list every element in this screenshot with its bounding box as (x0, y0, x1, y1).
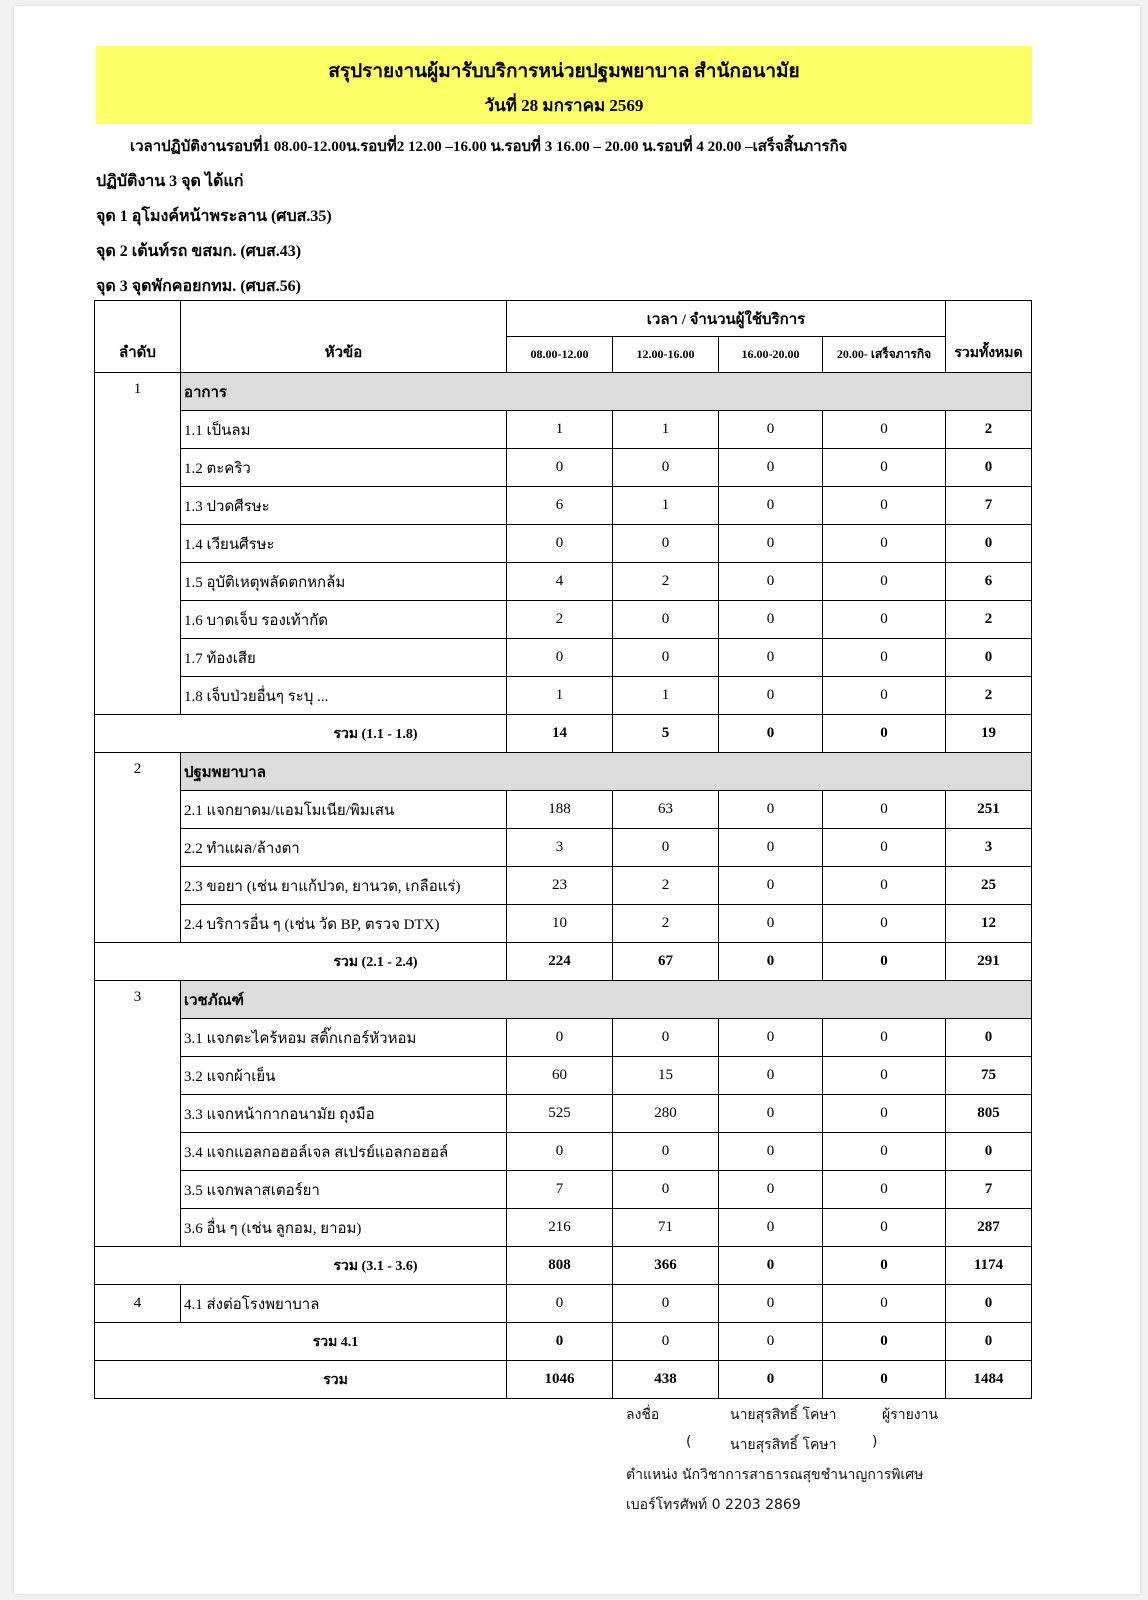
value-cell: 0 (719, 411, 823, 449)
service-summary-table (94, 300, 1032, 1399)
value-cell: 0 (719, 715, 823, 753)
section-title: ปฐมพยาบาล (181, 753, 1032, 791)
value-cell: 0 (823, 601, 946, 639)
section-index: 1 (95, 373, 181, 715)
value-cell: 0 (613, 601, 719, 639)
value-cell: 71 (613, 1209, 719, 1247)
table-row (95, 905, 1032, 943)
value-cell: 0 (613, 829, 719, 867)
points-intro: ปฏิบัติงาน 3 จุด ได้แก่ (96, 173, 244, 190)
section-index: 3 (95, 981, 181, 1247)
table-row (95, 1133, 1032, 1171)
value-cell: 0 (823, 867, 946, 905)
total-cell: 251 (946, 791, 1032, 829)
value-cell: 1 (613, 411, 719, 449)
col-header-slot-3: 16.00-20.00 (719, 337, 823, 373)
value-cell: 0 (823, 1133, 946, 1171)
total-cell: 6 (946, 563, 1032, 601)
value-cell: 10 (507, 905, 613, 943)
value-cell: 0 (823, 563, 946, 601)
table-row (95, 1209, 1032, 1247)
section-header-row (95, 753, 1032, 791)
item-label: 1.5 อุบัติเหตุพลัดตกหกล้ม (181, 563, 507, 601)
total-cell: 1484 (946, 1361, 1032, 1399)
table-row (95, 449, 1032, 487)
value-cell: 0 (719, 1323, 823, 1361)
total-cell: 7 (946, 487, 1032, 525)
value-cell: 2 (613, 563, 719, 601)
value-cell: 0 (719, 1285, 823, 1323)
value-cell: 0 (823, 677, 946, 715)
item-label: 4.1 ส่งต่อโรงพยาบาล (181, 1285, 507, 1323)
table-row (95, 1285, 1032, 1323)
signer-position: ตำแหน่ง นักวิชาการสาธารณสุขชำนาญการพิเศษ (626, 1467, 924, 1483)
signer-role: ผู้รายงาน (882, 1407, 939, 1423)
paren-open: ( (686, 1434, 692, 1450)
signer-name-paren: นายสุรสิทธิ์ โคษา (730, 1437, 837, 1453)
value-cell: 0 (719, 677, 823, 715)
value-cell: 0 (719, 943, 823, 981)
value-cell: 7 (507, 1171, 613, 1209)
value-cell: 0 (719, 791, 823, 829)
value-cell: 1 (613, 487, 719, 525)
value-cell: 525 (507, 1095, 613, 1133)
total-cell: 19 (946, 715, 1032, 753)
col-header-topic: หัวข้อ (181, 301, 507, 373)
value-cell: 0 (719, 525, 823, 563)
value-cell: 1046 (507, 1361, 613, 1399)
value-cell: 15 (613, 1057, 719, 1095)
subtotal-label: รวม (1.1 - 1.8) (95, 715, 507, 753)
col-header-slot-2: 12.00-16.00 (613, 337, 719, 373)
contact-phone: เบอร์โทรศัพท์ 0 2203 2869 (626, 1497, 801, 1513)
item-label: 2.1 แจกยาดม/แอมโมเนีย/พิมเสน (181, 791, 507, 829)
table-row (95, 791, 1032, 829)
value-cell: 0 (823, 449, 946, 487)
value-cell: 2 (613, 905, 719, 943)
section-header-row (95, 981, 1032, 1019)
value-cell: 0 (719, 1209, 823, 1247)
total-cell: 25 (946, 867, 1032, 905)
value-cell: 0 (823, 1171, 946, 1209)
table-row (95, 829, 1032, 867)
value-cell: 14 (507, 715, 613, 753)
value-cell: 0 (719, 829, 823, 867)
item-label: 3.3 แจกหน้ากากอนามัย ถุงมือ (181, 1095, 507, 1133)
table-row (95, 487, 1032, 525)
value-cell: 0 (823, 1247, 946, 1285)
value-cell: 280 (613, 1095, 719, 1133)
value-cell: 0 (507, 1133, 613, 1171)
section-title: เวชภัณฑ์ (181, 981, 1032, 1019)
value-cell: 0 (719, 905, 823, 943)
schedule-line: เวลาปฏิบัติงานรอบที่1 08.00-12.00น.รอบที่2 12.00 –16.00 น.รอบที่ 3 16.00 – 20.00 น.รอบที่ 4 20.00 –เสร็จสิ้นภารกิจ (130, 139, 848, 155)
table-row (95, 1019, 1032, 1057)
table-row (95, 1171, 1032, 1209)
value-cell: 0 (823, 829, 946, 867)
value-cell: 0 (719, 601, 823, 639)
value-cell: 188 (507, 791, 613, 829)
subtotal-row (95, 1323, 1032, 1361)
value-cell: 63 (613, 791, 719, 829)
total-cell: 2 (946, 677, 1032, 715)
total-cell: 0 (946, 449, 1032, 487)
total-cell: 2 (946, 601, 1032, 639)
value-cell: 0 (823, 1019, 946, 1057)
subtotal-label: รวม 4.1 (95, 1323, 507, 1361)
col-header-slot-4: 20.00- เสร็จภารกิจ (823, 337, 946, 373)
table-row (95, 563, 1032, 601)
value-cell: 224 (507, 943, 613, 981)
value-cell: 0 (823, 791, 946, 829)
total-cell: 0 (946, 1323, 1032, 1361)
value-cell: 0 (823, 1057, 946, 1095)
value-cell: 0 (507, 1019, 613, 1057)
value-cell: 1 (507, 677, 613, 715)
value-cell: 0 (507, 639, 613, 677)
value-cell: 0 (507, 449, 613, 487)
value-cell: 0 (823, 1209, 946, 1247)
table-row (95, 639, 1032, 677)
value-cell: 366 (613, 1247, 719, 1285)
value-cell: 0 (613, 449, 719, 487)
item-label: 1.2 ตะคริว (181, 449, 507, 487)
section-index: 2 (95, 753, 181, 943)
value-cell: 0 (823, 905, 946, 943)
item-label: 3.5 แจกพลาสเตอร์ยา (181, 1171, 507, 1209)
item-label: 1.4 เวียนศีรษะ (181, 525, 507, 563)
table-row (95, 1057, 1032, 1095)
total-cell: 287 (946, 1209, 1032, 1247)
value-cell: 0 (719, 1019, 823, 1057)
total-cell: 3 (946, 829, 1032, 867)
subtotal-row (95, 943, 1032, 981)
table-row (95, 867, 1032, 905)
paren-close: ) (872, 1434, 878, 1450)
value-cell: 0 (719, 639, 823, 677)
value-cell: 216 (507, 1209, 613, 1247)
value-cell: 0 (613, 1019, 719, 1057)
value-cell: 0 (719, 1095, 823, 1133)
total-cell: 291 (946, 943, 1032, 981)
point-3: จุด 3 จุดพักคอยกทม. (ศบส.56) (96, 278, 301, 295)
signer-name: นายสุรสิทธิ์ โคษา (730, 1407, 837, 1423)
value-cell: 5 (613, 715, 719, 753)
value-cell: 60 (507, 1057, 613, 1095)
value-cell: 0 (823, 1361, 946, 1399)
item-label: 1.1 เป็นลม (181, 411, 507, 449)
table-row (95, 411, 1032, 449)
value-cell: 0 (613, 1323, 719, 1361)
value-cell: 0 (719, 1247, 823, 1285)
subtotal-row (95, 1247, 1032, 1285)
col-header-total: รวมทั้งหมด (946, 301, 1032, 373)
table-row (95, 525, 1032, 563)
col-header-group: เวลา / จำนวนผู้ใช้บริการ (507, 301, 946, 337)
total-cell: 805 (946, 1095, 1032, 1133)
value-cell: 0 (613, 639, 719, 677)
value-cell: 0 (719, 487, 823, 525)
total-cell: 0 (946, 1019, 1032, 1057)
table-row (95, 677, 1032, 715)
value-cell: 0 (507, 525, 613, 563)
item-label: 3.4 แจกแอลกอฮอล์เจล สเปรย์แอลกอฮอล์ (181, 1133, 507, 1171)
value-cell: 0 (823, 1323, 946, 1361)
value-cell: 0 (719, 563, 823, 601)
section-header-row (95, 373, 1032, 411)
total-cell: 1174 (946, 1247, 1032, 1285)
value-cell: 0 (719, 449, 823, 487)
value-cell: 2 (613, 867, 719, 905)
table-row (95, 601, 1032, 639)
value-cell: 0 (613, 1285, 719, 1323)
grand-total-label: รวม (95, 1361, 507, 1399)
item-label: 1.3 ปวดศีรษะ (181, 487, 507, 525)
subtotal-label: รวม (3.1 - 3.6) (95, 1247, 507, 1285)
value-cell: 0 (613, 1133, 719, 1171)
total-cell: 75 (946, 1057, 1032, 1095)
value-cell: 0 (823, 525, 946, 563)
section-index: 4 (95, 1285, 181, 1323)
value-cell: 0 (823, 411, 946, 449)
value-cell: 1 (613, 677, 719, 715)
value-cell: 0 (823, 715, 946, 753)
item-label: 3.2 แจกผ้าเย็น (181, 1057, 507, 1095)
item-label: 1.6 บาดเจ็บ รองเท้ากัด (181, 601, 507, 639)
value-cell: 808 (507, 1247, 613, 1285)
report-title: สรุปรายงานผู้มารับบริการหน่วยปฐมพยาบาล สำนักอนามัย (328, 61, 800, 82)
value-cell: 0 (719, 867, 823, 905)
value-cell: 0 (823, 639, 946, 677)
item-label: 2.3 ขอยา (เช่น ยาแก้ปวด, ยานวด, เกลือแร่) (181, 867, 507, 905)
item-label: 2.4 บริการอื่น ๆ (เช่น วัด BP, ตรวจ DTX) (181, 905, 507, 943)
total-cell: 7 (946, 1171, 1032, 1209)
point-2: จุด 2 เต้นท์รถ ขสมก. (ศบส.43) (96, 243, 302, 260)
section-title: อาการ (181, 373, 1032, 411)
value-cell: 0 (613, 1171, 719, 1209)
item-label: 2.2 ทำแผล/ล้างตา (181, 829, 507, 867)
value-cell: 0 (823, 1285, 946, 1323)
value-cell: 67 (613, 943, 719, 981)
value-cell: 0 (613, 525, 719, 563)
value-cell: 438 (613, 1361, 719, 1399)
value-cell: 0 (719, 1361, 823, 1399)
value-cell: 4 (507, 563, 613, 601)
value-cell: 6 (507, 487, 613, 525)
value-cell: 0 (823, 1095, 946, 1133)
total-cell: 0 (946, 1133, 1032, 1171)
item-label: 1.7 ท้องเสีย (181, 639, 507, 677)
value-cell: 0 (823, 487, 946, 525)
value-cell: 23 (507, 867, 613, 905)
value-cell: 3 (507, 829, 613, 867)
point-1: จุด 1 อุโมงค์หน้าพระลาน (ศบส.35) (96, 208, 332, 225)
document-page (14, 6, 1140, 1594)
value-cell: 0 (719, 1171, 823, 1209)
item-label: 3.1 แจกตะไคร้หอม สติ๊กเกอร์หัวหอม (181, 1019, 507, 1057)
total-cell: 12 (946, 905, 1032, 943)
total-cell: 2 (946, 411, 1032, 449)
total-cell: 0 (946, 639, 1032, 677)
subtotal-label: รวม (2.1 - 2.4) (95, 943, 507, 981)
value-cell: 0 (719, 1057, 823, 1095)
grand-total-row (95, 1361, 1032, 1399)
title-banner (96, 46, 1032, 124)
total-cell: 0 (946, 525, 1032, 563)
value-cell: 0 (507, 1323, 613, 1361)
col-header-index: ลำดับ (95, 301, 181, 373)
table-row (95, 1095, 1032, 1133)
sign-label: ลงชื่อ (626, 1407, 660, 1423)
subtotal-row (95, 715, 1032, 753)
value-cell: 0 (823, 943, 946, 981)
item-label: 1.8 เจ็บป่วยอื่นๆ ระบุ ... (181, 677, 507, 715)
total-cell: 0 (946, 1285, 1032, 1323)
item-label: 3.6 อื่น ๆ (เช่น ลูกอม, ยาอม) (181, 1209, 507, 1247)
value-cell: 2 (507, 601, 613, 639)
value-cell: 0 (719, 1133, 823, 1171)
col-header-slot-1: 08.00-12.00 (507, 337, 613, 373)
value-cell: 0 (507, 1285, 613, 1323)
value-cell: 1 (507, 411, 613, 449)
report-date: วันที่ 28 มกราคม 2569 (484, 96, 644, 115)
